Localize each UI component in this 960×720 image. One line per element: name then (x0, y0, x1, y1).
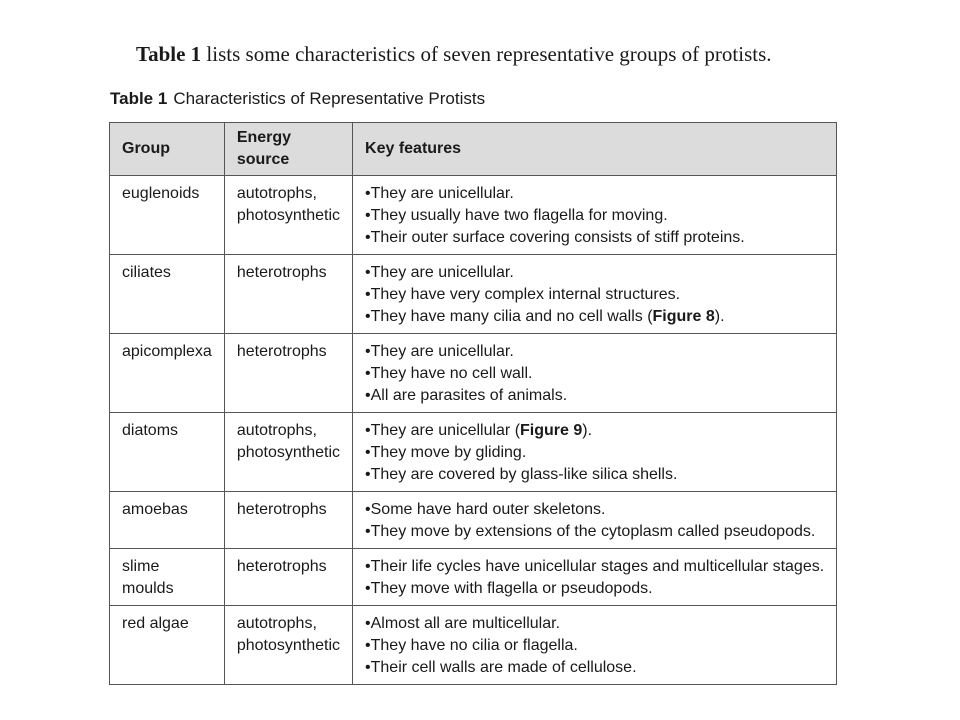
energy-source-line: photosynthetic (236, 637, 341, 654)
feature-item (365, 205, 824, 227)
feature-item (365, 657, 824, 679)
header-row (110, 123, 837, 176)
cell-energy-source (224, 549, 352, 606)
cell-key-features (353, 334, 837, 413)
energy-source-line: photosynthetic (236, 444, 341, 461)
intro-text: lists some characteristics of seven representative groups of protists. (201, 42, 772, 66)
feature-text: Almost all are multicellular. (370, 615, 561, 632)
feature-item (365, 385, 824, 407)
feature-text: They are covered by glass-like silica shells. (370, 466, 678, 483)
table-body (110, 176, 837, 685)
feature-item (365, 556, 824, 578)
cell-group: ciliates (110, 255, 225, 334)
figure-reference: Figure 8 (652, 308, 715, 325)
feature-text: They have no cell wall. (370, 365, 533, 382)
table-row (110, 255, 837, 334)
feature-text: They are unicellular. (370, 343, 514, 360)
feature-text: They usually have two flagella for moving. (370, 207, 668, 224)
feature-item (365, 613, 824, 635)
feature-item (365, 521, 824, 543)
feature-text: Their outer surface covering consists of stiff proteins. (370, 229, 745, 246)
feature-text-end: ). (582, 422, 593, 439)
table-caption (110, 89, 485, 109)
table-row (110, 606, 837, 685)
feature-text: They are unicellular. (370, 185, 514, 202)
energy-source-line: autotrophs, (236, 185, 317, 202)
table-row (110, 549, 837, 606)
feature-item (365, 442, 824, 464)
table-row (110, 334, 837, 413)
energy-source-line: heterotrophs (236, 501, 327, 518)
feature-item (365, 635, 824, 657)
energy-source-line: autotrophs, (236, 615, 317, 632)
energy-source-line: autotrophs, (236, 422, 317, 439)
table-row (110, 492, 837, 549)
feature-item (365, 420, 824, 442)
features-list (365, 420, 824, 486)
table-caption-label: Table 1 (110, 89, 168, 108)
feature-text: Their life cycles have unicellular stages and multicellular stages. (370, 558, 825, 575)
table-header (110, 123, 837, 176)
cell-energy-source (224, 176, 352, 255)
table-row (110, 413, 837, 492)
cell-key-features (353, 176, 837, 255)
features-list (365, 499, 824, 543)
feature-item (365, 227, 824, 249)
cell-key-features (353, 606, 837, 685)
feature-text: They move with flagella or pseudopods. (370, 580, 653, 597)
feature-item (365, 262, 824, 284)
feature-text: They have very complex internal structures. (370, 286, 681, 303)
feature-item (365, 284, 824, 306)
cell-group: red algae (110, 606, 225, 685)
features-list (365, 183, 824, 249)
cell-group: slime moulds (110, 549, 225, 606)
figure-reference: Figure 9 (520, 422, 583, 439)
feature-text: They move by gliding. (370, 444, 527, 461)
cell-key-features (353, 255, 837, 334)
cell-group: euglenoids (110, 176, 225, 255)
cell-group: diatoms (110, 413, 225, 492)
intro-table-ref: Table 1 (136, 42, 202, 66)
feature-item (365, 306, 824, 328)
feature-item (365, 363, 824, 385)
table-caption-title: Characteristics of Representative Protists (173, 89, 486, 108)
header-energy-source: Energy source (224, 123, 352, 176)
cell-key-features (353, 549, 837, 606)
cell-energy-source (224, 413, 352, 492)
feature-item (365, 499, 824, 521)
cell-key-features (353, 413, 837, 492)
cell-group: amoebas (110, 492, 225, 549)
feature-item (365, 464, 824, 486)
cell-energy-source (224, 255, 352, 334)
feature-text-end: ). (714, 308, 725, 325)
features-list (365, 262, 824, 328)
cell-group: apicomplexa (110, 334, 225, 413)
cell-energy-source (224, 334, 352, 413)
feature-item (365, 341, 824, 363)
cell-energy-source (224, 492, 352, 549)
protists-table (109, 122, 837, 685)
feature-text: They have no cilia or flagella. (370, 637, 578, 654)
table-row (110, 176, 837, 255)
intro-sentence (136, 42, 772, 67)
header-group: Group (110, 123, 225, 176)
feature-text: All are parasites of animals. (370, 387, 568, 404)
cell-key-features (353, 492, 837, 549)
features-list (365, 556, 824, 600)
features-list (365, 341, 824, 407)
energy-source-line: heterotrophs (236, 343, 327, 360)
energy-source-line: photosynthetic (236, 207, 341, 224)
feature-text: Some have hard outer skeletons. (370, 501, 606, 518)
energy-source-line: heterotrophs (236, 558, 327, 575)
feature-text: Their cell walls are made of cellulose. (370, 659, 637, 676)
feature-text: They are unicellular ( (370, 422, 521, 439)
feature-text: They move by extensions of the cytoplasm called pseudopods. (370, 523, 816, 540)
features-list (365, 613, 824, 679)
cell-energy-source (224, 606, 352, 685)
feature-text: They are unicellular. (370, 264, 514, 281)
energy-source-line: heterotrophs (236, 264, 327, 281)
header-key-features: Key features (353, 123, 837, 176)
feature-item (365, 183, 824, 205)
feature-item (365, 578, 824, 600)
feature-text: They have many cilia and no cell walls ( (370, 308, 653, 325)
